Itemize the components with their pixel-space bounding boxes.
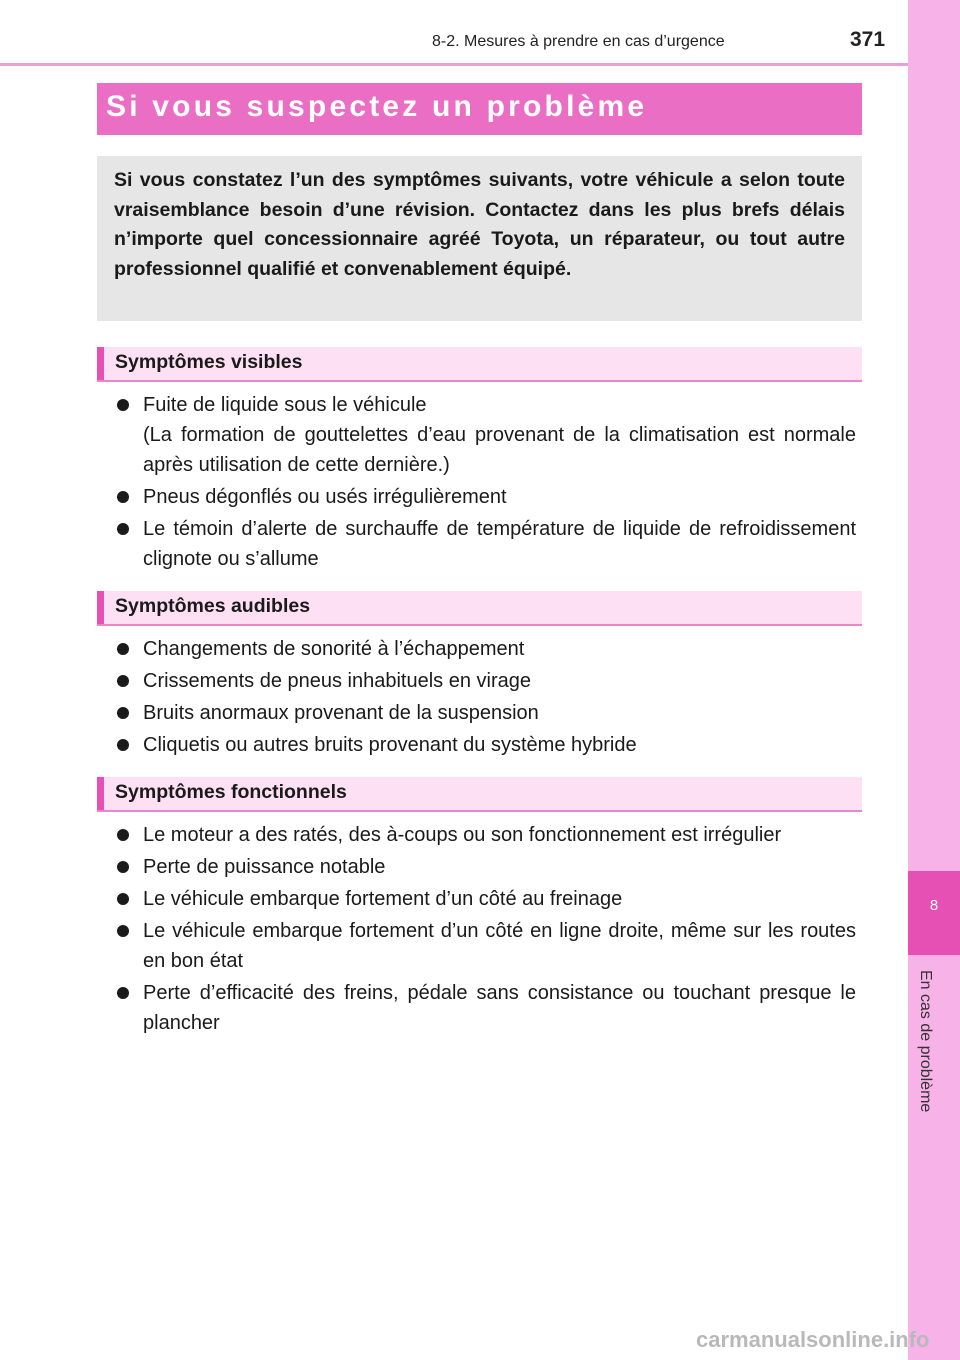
bullet-icon — [117, 739, 129, 751]
bullet-icon — [117, 925, 129, 937]
section-heading-text: Symptômes audibles — [115, 595, 311, 617]
list-item-text: Changements de sonorité à l’échappement — [143, 638, 525, 660]
heading-accent-bar — [97, 777, 104, 810]
list-item — [115, 820, 856, 850]
list-item-text: Perte d’efficacité des freins, pédale sans consistance ou touchant presque le plancher — [143, 982, 856, 1034]
bullet-icon — [117, 829, 129, 841]
bullet-icon — [117, 893, 129, 905]
intro-text: Si vous constatez l’un des symptômes suivants, votre véhicule a selon toute vraisemblance besoin d’une révision. Contactez dans les plus brefs délais n’importe quel concessionnaire agréé Toyota, un réparateur, ou tout autre professionnel qualifié et convenablement équipé. — [114, 169, 845, 280]
heading-accent-bar — [97, 347, 104, 380]
list-item — [115, 978, 856, 1038]
list-item-text: Fuite de liquide sous le véhicule — [143, 394, 427, 416]
bullet-icon — [117, 491, 129, 503]
bullet-icon — [117, 861, 129, 873]
chapter-number: 8 — [929, 897, 939, 914]
bullet-icon — [117, 707, 129, 719]
section-heading-functional — [97, 777, 862, 812]
list-item-text: Perte de puissance notable — [143, 856, 386, 878]
list-item — [115, 514, 856, 574]
bullet-icon — [117, 523, 129, 535]
page-title: Si vous suspectez un problème — [106, 90, 648, 123]
list-item — [115, 390, 856, 480]
chapter-title: En cas de problème — [917, 970, 934, 1113]
list-item — [115, 634, 856, 664]
heading-accent-bar — [97, 591, 104, 624]
watermark-text: carmanualsonline.info — [696, 1327, 930, 1352]
functional-symptoms-list — [115, 820, 856, 1040]
bullet-icon — [117, 399, 129, 411]
chapter-side-tab — [908, 0, 960, 1360]
list-item-text: Le véhicule embarque fortement d’un côté au freinage — [143, 888, 623, 910]
list-item — [115, 884, 856, 914]
list-item — [115, 852, 856, 882]
list-item-text: Bruits anormaux provenant de la suspension — [143, 702, 539, 724]
list-item — [115, 482, 856, 512]
list-item-note: (La formation de gouttelettes d’eau provenant de la climatisation est normale après utilisation de cette dernière.) — [143, 424, 856, 476]
bullet-icon — [117, 643, 129, 655]
list-item-text: Le véhicule embarque fortement d’un côté en ligne droite, même sur les routes en bon état — [143, 920, 856, 972]
section-heading-visible — [97, 347, 862, 382]
bullet-icon — [117, 675, 129, 687]
list-item-text: Pneus dégonflés ou usés irrégulièrement — [143, 486, 507, 508]
list-item-text: Crissements de pneus inhabituels en virage — [143, 670, 531, 692]
list-item-text: Cliquetis ou autres bruits provenant du système hybride — [143, 734, 637, 756]
bullet-icon — [117, 987, 129, 999]
section-heading-text: Symptômes visibles — [115, 351, 303, 373]
list-item — [115, 698, 856, 728]
list-item — [115, 916, 856, 976]
audible-symptoms-list — [115, 634, 856, 762]
intro-box — [97, 156, 862, 321]
section-heading-text: Symptômes fonctionnels — [115, 781, 347, 803]
header-rule — [0, 63, 908, 66]
section-path: 8-2. Mesures à prendre en cas d’urgence — [432, 33, 725, 50]
visible-symptoms-list — [115, 390, 856, 576]
list-item — [115, 730, 856, 760]
page-title-bar — [97, 83, 862, 135]
page-number: 371 — [850, 28, 886, 51]
list-item-text: Le témoin d’alerte de surchauffe de température de liquide de refroidissement clignote ou s’allume — [143, 518, 856, 570]
list-item — [115, 666, 856, 696]
chapter-number-block — [908, 871, 960, 955]
section-heading-audible — [97, 591, 862, 626]
list-item-text: Le moteur a des ratés, des à-coups ou son fonctionnement est irrégulier — [143, 824, 782, 846]
